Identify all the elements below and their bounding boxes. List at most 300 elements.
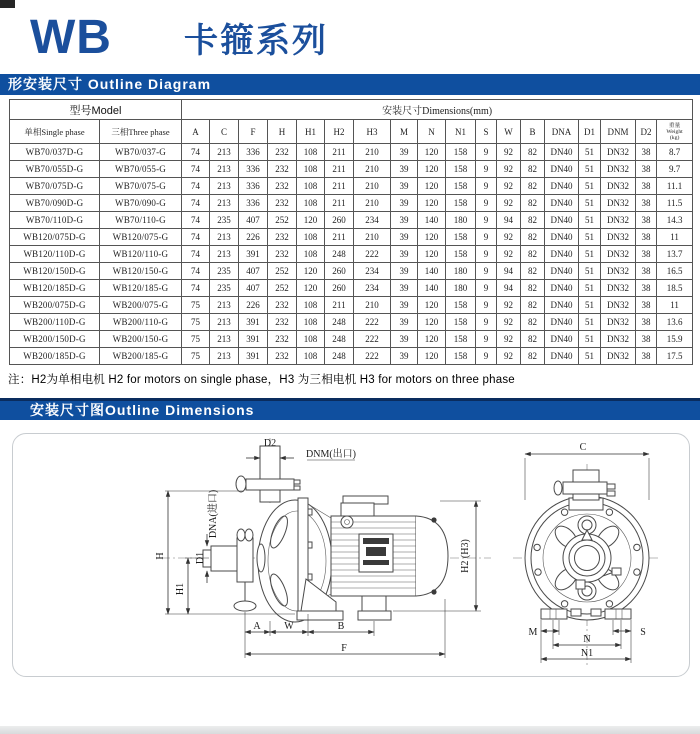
dim-value-cell: 82: [521, 263, 545, 280]
dim-value-cell: 82: [521, 280, 545, 297]
dim-value-cell: 38: [636, 246, 657, 263]
dim-value-cell: 108: [297, 178, 325, 195]
table-row: [10, 212, 693, 229]
dim-value-cell: DN40: [545, 178, 579, 195]
model-single-cell: WB120/185D-G: [10, 280, 100, 297]
col-header-dim-a: A: [182, 120, 210, 144]
dim-value-cell: 120: [418, 246, 446, 263]
dim-value-cell: 391: [239, 331, 268, 348]
dim-value-cell: 94: [497, 263, 521, 280]
series-code: WB: [30, 11, 112, 64]
model-three-cell: WB200/110-G: [100, 314, 182, 331]
model-three-cell: WB70/110-G: [100, 212, 182, 229]
dim-value-cell: 260: [325, 212, 354, 229]
table-row: [10, 314, 693, 331]
dim-value-cell: 92: [497, 144, 521, 161]
dim-value-cell: 407: [239, 212, 268, 229]
dim-value-cell: 74: [182, 195, 210, 212]
dim-value-cell: DN32: [601, 144, 636, 161]
dim-value-cell: DN32: [601, 246, 636, 263]
dim-value-cell: 38: [636, 314, 657, 331]
dim-value-cell: 158: [446, 246, 476, 263]
dim-value-cell: DN32: [601, 195, 636, 212]
col-header-single-phase: 单相Single phase: [10, 120, 100, 144]
dim-value-cell: DN40: [545, 144, 579, 161]
col-header-dim-w: W: [497, 120, 521, 144]
dim-label-n1: N1: [580, 648, 594, 659]
dim-value-cell: 74: [182, 178, 210, 195]
dim-label-h1: H1: [175, 582, 186, 596]
dim-value-cell: 180: [446, 280, 476, 297]
dim-value-cell: 16.5: [657, 263, 693, 280]
dim-label-a: A: [253, 621, 261, 632]
dim-value-cell: 140: [418, 263, 446, 280]
dim-value-cell: 9: [476, 195, 497, 212]
motor: [331, 496, 448, 620]
model-single-cell: WB120/150D-G: [10, 263, 100, 280]
dim-value-cell: 211: [325, 229, 354, 246]
dim-value-cell: 51: [579, 212, 601, 229]
dim-value-cell: 140: [418, 212, 446, 229]
col-header-dim-s: S: [476, 120, 497, 144]
dim-value-cell: 108: [297, 195, 325, 212]
dims-header: 安装尺寸Dimensions(mm): [182, 100, 693, 120]
dim-value-cell: 9: [476, 331, 497, 348]
dim-value-cell: 391: [239, 246, 268, 263]
dim-value-cell: 11.1: [657, 178, 693, 195]
dim-value-cell: 74: [182, 263, 210, 280]
dim-value-cell: 82: [521, 144, 545, 161]
dim-value-cell: 158: [446, 144, 476, 161]
dim-value-cell: 222: [354, 331, 391, 348]
dim-value-cell: 82: [521, 212, 545, 229]
dim-label-w: W: [284, 621, 294, 632]
dim-value-cell: 82: [521, 297, 545, 314]
dim-value-cell: 232: [268, 144, 297, 161]
col-header-dim-dnm: DNM: [601, 120, 636, 144]
col-header-dim-n1: N1: [446, 120, 476, 144]
model-three-cell: WB200/185-G: [100, 348, 182, 365]
dim-value-cell: 120: [418, 314, 446, 331]
table-row: [10, 348, 693, 365]
motor-foot: [362, 596, 386, 612]
pump-outline-drawing: [13, 434, 689, 676]
model-three-cell: WB200/075-G: [100, 297, 182, 314]
dim-value-cell: 391: [239, 348, 268, 365]
dim-value-cell: 9: [476, 348, 497, 365]
section-title: 安装尺寸图Outline Dimensions: [30, 402, 255, 418]
col-header-dim-n: N: [418, 120, 446, 144]
table-row: [10, 297, 693, 314]
dim-value-cell: 75: [182, 331, 210, 348]
dim-value-cell: 75: [182, 348, 210, 365]
dim-value-cell: 38: [636, 212, 657, 229]
dim-value-cell: 235: [210, 280, 239, 297]
dim-value-cell: 120: [297, 212, 325, 229]
dim-value-cell: 336: [239, 195, 268, 212]
dim-value-cell: 39: [391, 314, 418, 331]
dim-value-cell: DN40: [545, 314, 579, 331]
dim-value-cell: 13.7: [657, 246, 693, 263]
dim-value-cell: 210: [354, 229, 391, 246]
dim-value-cell: 120: [418, 348, 446, 365]
dim-value-cell: DN32: [601, 331, 636, 348]
dim-value-cell: 235: [210, 212, 239, 229]
dim-value-cell: 158: [446, 348, 476, 365]
dim-value-cell: 108: [297, 297, 325, 314]
dim-value-cell: 9: [476, 314, 497, 331]
model-single-cell: WB70/037D-G: [10, 144, 100, 161]
dim-value-cell: 51: [579, 280, 601, 297]
dim-value-cell: 180: [446, 263, 476, 280]
col-header-dim-h: H: [268, 120, 297, 144]
dim-value-cell: 248: [325, 314, 354, 331]
model-single-cell: WB200/150D-G: [10, 331, 100, 348]
dim-value-cell: 226: [239, 229, 268, 246]
dim-label-c: C: [579, 442, 587, 453]
dim-value-cell: 213: [210, 246, 239, 263]
dim-value-cell: 222: [354, 314, 391, 331]
dim-value-cell: DN40: [545, 280, 579, 297]
dim-value-cell: 211: [325, 178, 354, 195]
dimensions-table: [9, 99, 693, 365]
dim-value-cell: DN32: [601, 314, 636, 331]
dim-value-cell: DN40: [545, 331, 579, 348]
dim-value-cell: 51: [579, 161, 601, 178]
dim-value-cell: 120: [418, 331, 446, 348]
dim-value-cell: 14.3: [657, 212, 693, 229]
page-header: [30, 10, 328, 66]
dim-value-cell: 75: [182, 314, 210, 331]
dim-value-cell: 226: [239, 297, 268, 314]
dim-value-cell: 82: [521, 195, 545, 212]
dim-value-cell: 51: [579, 331, 601, 348]
table-row: [10, 144, 693, 161]
dim-value-cell: 120: [418, 195, 446, 212]
dim-value-cell: 108: [297, 229, 325, 246]
dim-value-cell: 158: [446, 314, 476, 331]
model-single-cell: WB70/090D-G: [10, 195, 100, 212]
dim-value-cell: 234: [354, 280, 391, 297]
dim-value-cell: DN32: [601, 348, 636, 365]
dim-value-cell: 51: [579, 348, 601, 365]
model-single-cell: WB120/075D-G: [10, 229, 100, 246]
table-row: [10, 161, 693, 178]
dim-value-cell: 232: [268, 348, 297, 365]
dim-value-cell: 120: [418, 144, 446, 161]
dim-value-cell: 39: [391, 348, 418, 365]
dim-value-cell: 92: [497, 178, 521, 195]
dim-value-cell: 210: [354, 297, 391, 314]
dim-value-cell: 38: [636, 144, 657, 161]
pump-side-view: [155, 438, 491, 658]
dim-value-cell: 39: [391, 280, 418, 297]
dim-value-cell: 9: [476, 280, 497, 297]
dim-label-h: H: [155, 552, 166, 560]
col-header-dim-d2: D2: [636, 120, 657, 144]
table-row: [10, 178, 693, 195]
scan-artifact: [0, 0, 15, 8]
table-body: [10, 144, 693, 365]
dim-value-cell: 9: [476, 297, 497, 314]
dim-value-cell: 213: [210, 144, 239, 161]
dim-value-cell: 213: [210, 229, 239, 246]
dim-value-cell: 39: [391, 161, 418, 178]
dim-value-cell: 38: [636, 297, 657, 314]
dim-value-cell: 92: [497, 348, 521, 365]
dim-value-cell: 232: [268, 331, 297, 348]
dim-value-cell: DN40: [545, 263, 579, 280]
series-name: 卡箍系列: [183, 22, 328, 60]
terminal-box: [341, 503, 374, 516]
dim-value-cell: 9: [476, 161, 497, 178]
col-header-dim-m: M: [391, 120, 418, 144]
dim-value-cell: 260: [325, 280, 354, 297]
model-three-cell: WB70/075-G: [100, 178, 182, 195]
dim-value-cell: 213: [210, 331, 239, 348]
outlet-pipe: [260, 446, 280, 502]
dim-value-cell: 11.5: [657, 195, 693, 212]
model-single-cell: WB200/110D-G: [10, 314, 100, 331]
dim-value-cell: 232: [268, 297, 297, 314]
col-header-dim-h1: H1: [297, 120, 325, 144]
dim-value-cell: 75: [182, 297, 210, 314]
dim-value-cell: DN32: [601, 212, 636, 229]
pump-front-view: [513, 442, 661, 668]
dim-value-cell: 39: [391, 195, 418, 212]
inlet-assembly: [203, 529, 265, 611]
dim-value-cell: 252: [268, 263, 297, 280]
dim-value-cell: 248: [325, 331, 354, 348]
footnote: 注：H2为单相电机 H2 for motors on single phase，H3 为三相电机 H3 for motors on three phase: [8, 374, 515, 386]
dim-value-cell: 407: [239, 280, 268, 297]
dim-value-cell: 38: [636, 348, 657, 365]
dim-value-cell: 120: [418, 178, 446, 195]
dim-value-cell: 39: [391, 263, 418, 280]
dim-value-cell: DN32: [601, 229, 636, 246]
dim-value-cell: DN32: [601, 178, 636, 195]
dim-value-cell: 92: [497, 246, 521, 263]
dim-value-cell: 213: [210, 297, 239, 314]
model-three-cell: WB120/075-G: [100, 229, 182, 246]
dim-value-cell: 39: [391, 331, 418, 348]
table-row: [10, 263, 693, 280]
inlet-clamp: [237, 538, 253, 582]
model-single-cell: WB70/055D-G: [10, 161, 100, 178]
dim-value-cell: 211: [325, 297, 354, 314]
dim-value-cell: 92: [497, 195, 521, 212]
dim-value-cell: 39: [391, 178, 418, 195]
dim-value-cell: 15.9: [657, 331, 693, 348]
dim-value-cell: 158: [446, 331, 476, 348]
dim-value-cell: 38: [636, 178, 657, 195]
model-three-cell: WB70/037-G: [100, 144, 182, 161]
dim-value-cell: 234: [354, 263, 391, 280]
dim-value-cell: 211: [325, 144, 354, 161]
dim-value-cell: 252: [268, 212, 297, 229]
section-title: 形安装尺寸 Outline Diagram: [8, 76, 212, 92]
dim-value-cell: 213: [210, 178, 239, 195]
col-header-dim-f: F: [239, 120, 268, 144]
dim-value-cell: 39: [391, 229, 418, 246]
section-banner-outline-diagram: [0, 74, 700, 95]
dim-value-cell: 9: [476, 178, 497, 195]
dim-value-cell: 248: [325, 246, 354, 263]
dim-value-cell: 158: [446, 297, 476, 314]
dim-value-cell: 51: [579, 229, 601, 246]
model-header: 型号Model: [10, 100, 182, 120]
dim-label-d2: D2: [263, 438, 277, 449]
dim-value-cell: 120: [418, 161, 446, 178]
dim-value-cell: 74: [182, 144, 210, 161]
col-header-dim-dna: DNA: [545, 120, 579, 144]
dim-value-cell: 180: [446, 212, 476, 229]
model-three-cell: WB70/090-G: [100, 195, 182, 212]
dim-value-cell: 108: [297, 246, 325, 263]
dim-value-cell: 82: [521, 229, 545, 246]
dim-value-cell: 108: [297, 348, 325, 365]
dim-value-cell: 9: [476, 229, 497, 246]
col-header-weight: 重量 Weight (kg): [657, 120, 693, 144]
col-header-dim-h2: H2: [325, 120, 354, 144]
dim-value-cell: 158: [446, 161, 476, 178]
dim-value-cell: 38: [636, 331, 657, 348]
dim-value-cell: 108: [297, 314, 325, 331]
dim-value-cell: DN40: [545, 195, 579, 212]
dim-value-cell: 158: [446, 195, 476, 212]
col-header-three-phase: 三相Three phase: [100, 120, 182, 144]
dim-value-cell: 74: [182, 161, 210, 178]
dim-label-b: B: [337, 621, 345, 632]
dim-value-cell: 38: [636, 263, 657, 280]
dim-label-n: N: [583, 634, 591, 645]
dim-value-cell: 51: [579, 195, 601, 212]
dim-value-cell: 232: [268, 178, 297, 195]
table-row: [10, 331, 693, 348]
dim-label-h2h3: H2 (H3): [460, 539, 471, 573]
dim-value-cell: 222: [354, 348, 391, 365]
dim-value-cell: 120: [418, 297, 446, 314]
dim-value-cell: 213: [210, 348, 239, 365]
dim-value-cell: 158: [446, 178, 476, 195]
dim-value-cell: 38: [636, 280, 657, 297]
model-three-cell: WB120/110-G: [100, 246, 182, 263]
dim-value-cell: 108: [297, 144, 325, 161]
model-single-cell: WB120/110D-G: [10, 246, 100, 263]
dim-value-cell: 51: [579, 263, 601, 280]
dim-value-cell: 336: [239, 144, 268, 161]
dim-value-cell: 232: [268, 195, 297, 212]
dim-value-cell: 336: [239, 178, 268, 195]
dim-value-cell: 9: [476, 263, 497, 280]
dim-value-cell: 51: [579, 297, 601, 314]
column-header-row: [10, 120, 693, 144]
table-row: [10, 246, 693, 263]
dim-label-d1: D1: [195, 551, 206, 565]
dim-value-cell: 336: [239, 161, 268, 178]
dim-value-cell: 74: [182, 246, 210, 263]
dim-value-cell: 92: [497, 331, 521, 348]
dim-value-cell: DN40: [545, 348, 579, 365]
dim-value-cell: 38: [636, 195, 657, 212]
dim-value-cell: 232: [268, 246, 297, 263]
table-row: [10, 229, 693, 246]
dim-value-cell: 17.5: [657, 348, 693, 365]
dim-value-cell: 8.7: [657, 144, 693, 161]
dim-value-cell: 213: [210, 195, 239, 212]
outlet-clamp: [246, 479, 294, 490]
dim-label-dna-inlet: DNA(进口): [208, 489, 219, 539]
dim-value-cell: 232: [268, 314, 297, 331]
dim-value-cell: 9: [476, 144, 497, 161]
table-row: [10, 280, 693, 297]
page-edge: [0, 726, 700, 734]
dim-value-cell: 120: [297, 280, 325, 297]
dim-value-cell: 391: [239, 314, 268, 331]
dim-value-cell: 232: [268, 229, 297, 246]
dim-value-cell: 210: [354, 144, 391, 161]
dim-value-cell: 92: [497, 314, 521, 331]
dim-value-cell: 158: [446, 229, 476, 246]
dim-label-f: F: [341, 643, 347, 654]
col-header-dim-h3: H3: [354, 120, 391, 144]
dim-value-cell: 235: [210, 263, 239, 280]
dim-value-cell: 92: [497, 297, 521, 314]
dim-value-cell: 108: [297, 331, 325, 348]
dim-value-cell: DN40: [545, 297, 579, 314]
dim-value-cell: 74: [182, 212, 210, 229]
dim-value-cell: 51: [579, 144, 601, 161]
dim-value-cell: 210: [354, 178, 391, 195]
dim-value-cell: DN32: [601, 161, 636, 178]
dim-value-cell: 11: [657, 229, 693, 246]
bolt-icon: [341, 516, 353, 528]
outline-drawing-panel: [12, 433, 690, 677]
dim-value-cell: 120: [297, 263, 325, 280]
dim-value-cell: 51: [579, 246, 601, 263]
dim-value-cell: 51: [579, 314, 601, 331]
dim-value-cell: 210: [354, 161, 391, 178]
dim-value-cell: 94: [497, 212, 521, 229]
dim-value-cell: 13.6: [657, 314, 693, 331]
dim-label-m: M: [528, 627, 538, 638]
dim-value-cell: 140: [418, 280, 446, 297]
model-three-cell: WB70/055-G: [100, 161, 182, 178]
dim-value-cell: 82: [521, 348, 545, 365]
dim-value-cell: 248: [325, 348, 354, 365]
model-three-cell: WB120/150-G: [100, 263, 182, 280]
dim-value-cell: 82: [521, 314, 545, 331]
model-single-cell: WB200/185D-G: [10, 348, 100, 365]
dim-value-cell: 234: [354, 212, 391, 229]
dim-value-cell: 82: [521, 246, 545, 263]
dim-value-cell: 211: [325, 161, 354, 178]
motor-end-cap: [416, 516, 448, 596]
col-header-dim-c: C: [210, 120, 239, 144]
dim-value-cell: 92: [497, 229, 521, 246]
dim-value-cell: 18.5: [657, 280, 693, 297]
dim-value-cell: 407: [239, 263, 268, 280]
dim-value-cell: 222: [354, 246, 391, 263]
col-header-dim-b: B: [521, 120, 545, 144]
dim-value-cell: 38: [636, 161, 657, 178]
dim-value-cell: 9: [476, 212, 497, 229]
dim-value-cell: 213: [210, 314, 239, 331]
dim-value-cell: 9.7: [657, 161, 693, 178]
dim-value-cell: 260: [325, 263, 354, 280]
dim-value-cell: 94: [497, 280, 521, 297]
dim-value-cell: DN40: [545, 246, 579, 263]
